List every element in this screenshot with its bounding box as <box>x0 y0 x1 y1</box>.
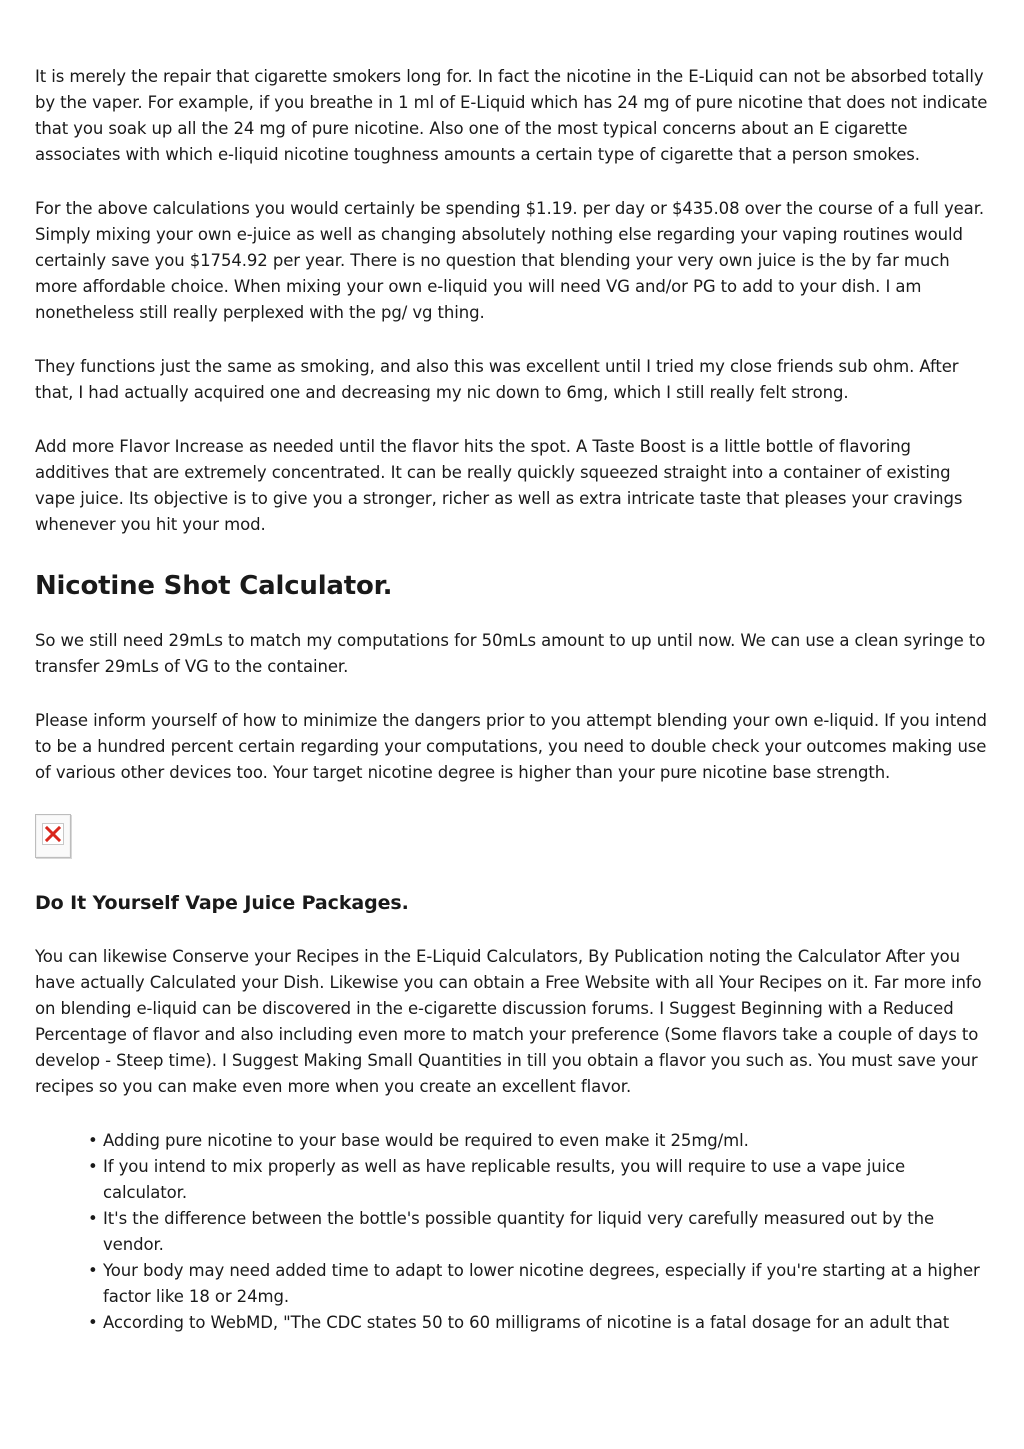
list-item-text: Adding pure nicotine to your base would be required to even make it 25mg/ml. <box>103 1131 749 1150</box>
list-item-text: According to WebMD, "The CDC states 50 to 60 milligrams of nicotine is a fatal dosage for an adult that <box>103 1313 950 1332</box>
section2-paragraph: You can likewise Conserve your Recipes in the E-Liquid Calculators, By Publication noting the Calculator After you have actually Calculated your Dish. Likewise you can obtain a Free Website with all Your Recipes on it. Far more info on blending e-liquid can be discovered in the e-cigarette discussion forums. I Suggest Beginning with a Reduced Percentage of flavor and also including even more to match your preference (Some flavors take a couple of days to develop - Steep time). I Suggest Making Small Quantities in till you obtain a flavor you such as. You must save your recipes so you can make even more when you create an excellent flavor. <box>35 947 982 1096</box>
list-item-text: Your body may need added time to adapt to lower nicotine degrees, especially if you're starting at a higher factor like 18 or 24mg. <box>103 1261 980 1306</box>
section1-paragraph-2: Please inform yourself of how to minimize the dangers prior to you attempt blending your own e-liquid. If you intend to be a hundred percent certain regarding your computations, you need to double check your outcomes making use of various other devices too. Your target nicotine degree is higher than your pure nicotine base strength. <box>35 711 987 782</box>
list-item <box>88 1128 989 1154</box>
bullet-icon: • <box>88 1209 98 1228</box>
section-heading-diy-packages: Do It Yourself Vape Juice Packages. <box>35 892 409 914</box>
list-item-text: If you intend to mix properly as well as have replicable results, you will require to use a vape juice calculator. <box>103 1157 906 1202</box>
bullet-icon: • <box>88 1261 98 1280</box>
section1-paragraph-1: So we still need 29mLs to match my computations for 50mLs amount to up until now. We can use a clean syringe to transfer 29mLs of VG to the container. <box>35 631 986 676</box>
list-item <box>88 1206 989 1258</box>
list-item <box>88 1310 989 1336</box>
intro-paragraph-2: For the above calculations you would certainly be spending $1.19. per day or $435.08 over the course of a full year. Simply mixing your own e-juice as well as changing absolutely nothing else regarding your vaping routines would certainly save you $1754.92 per year. There is no question that blending your very own juice is the by far much more affordable choice. When mixing your own e-liquid you will need VG and/or PG to add to your dish. I am nonetheless still really perplexed with the pg/ vg thing. <box>35 199 985 322</box>
list-item <box>88 1154 989 1206</box>
list-item <box>88 1258 989 1310</box>
broken-image-icon <box>35 814 71 858</box>
broken-image-x-icon <box>42 823 64 845</box>
bullet-icon: • <box>88 1313 98 1332</box>
bullet-list <box>35 1128 989 1336</box>
section-heading-nicotine-shot: Nicotine Shot Calculator. <box>35 571 393 601</box>
bullet-icon: • <box>88 1131 98 1150</box>
intro-paragraph-4: Add more Flavor Increase as needed until the flavor hits the spot. A Taste Boost is a little bottle of flavoring additives that are extremely concentrated. It can be really quickly squeezed straight into a container of existing vape juice. Its objective is to give you a stronger, richer as well as extra intricate taste that pleases your cravings whenever you hit your mod. <box>35 437 963 534</box>
bullet-icon: • <box>88 1157 98 1176</box>
document-page <box>35 64 989 1336</box>
list-item-text: It's the difference between the bottle's possible quantity for liquid very carefully measured out by the vendor. <box>103 1209 935 1254</box>
intro-paragraph-1: It is merely the repair that cigarette smokers long for. In fact the nicotine in the E-Liquid can not be absorbed totally by the vaper. For example, if you breathe in 1 ml of E-Liquid which has 24 mg of pure nicotine that does not indicate that you soak up all the 24 mg of pure nicotine. Also one of the most typical concerns about an E cigarette associates with which e-liquid nicotine toughness amounts a certain type of cigarette that a person smokes. <box>35 67 988 164</box>
intro-paragraph-3: They functions just the same as smoking, and also this was excellent until I tried my close friends sub ohm. After that, I had actually acquired one and decreasing my nic down to 6mg, which I still really felt strong. <box>35 357 959 402</box>
